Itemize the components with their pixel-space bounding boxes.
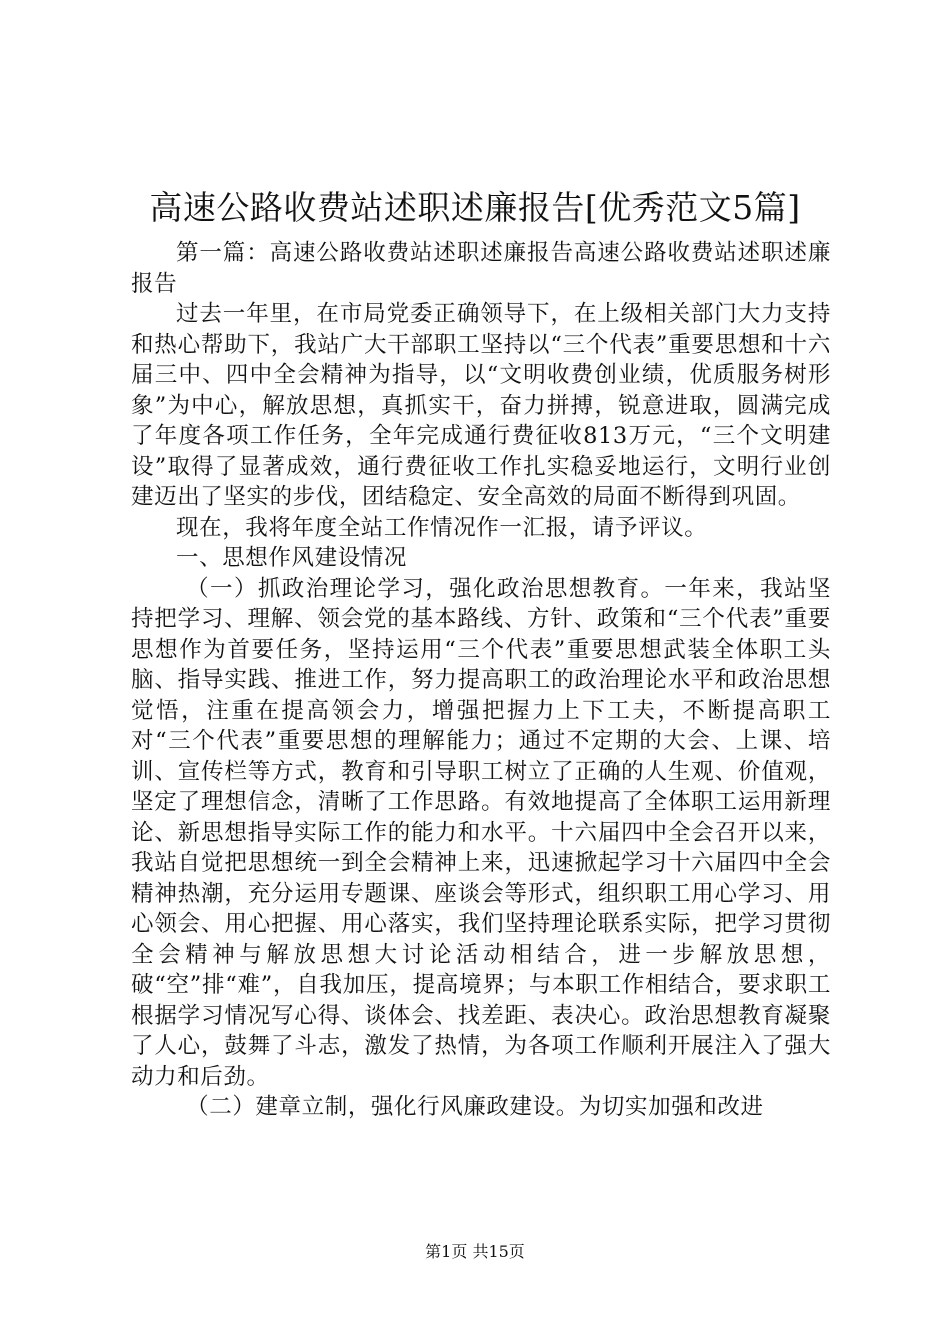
paragraph-item-2: （二）建章立制，强化行风廉政建设。为切实加强和改进 bbox=[186, 1094, 764, 1120]
paragraph-intro: 过去一年里，在市局党委正确领导下，在上级相关部门大力支持和热心帮助下，我站广大干部职工坚持以“三个代表”重要思想和十六届三中、四中全会精神为指导，以“文明收费创业绩，优质服务树形象”为中心，解放思想，真抓实干，奋力拼搏，锐意进取，圆满完成了年度各项工作任务，全年完成通行费征收813万元，“三个文明建设”取得了显著成效，通行费征收工作扎实稳妥地运行，文明行业创建迈出了坚实的步伐，团结稳定、安全高效的局面不断得到巩固。 bbox=[131, 301, 831, 510]
paragraph-subheading-1: 一、思想作风建设情况 bbox=[176, 545, 408, 571]
paragraph-item-1: （一）抓政治理论学习，强化政治思想教育。一年来，我站坚持把学习、理解、领会党的基本路线、方针、政策和“三个代表”重要思想作为首要任务，坚持运用“三个代表”重要思想武装全体职工头脑、指导实践、推进工作，努力提高职工的政治理论水平和政治思想觉悟，注重在提高领会力，增强把握力上下工夫，不断提高职工对“三个代表”重要思想的理解能力；通过不定期的大会、上课、培训、宣传栏等方式，教育和引导职工树立了正确的人生观、价值观，坚定了理想信念，清晰了工作思路。有效地提高了全体职工运用新理论、新思想指导实际工作的能力和水平。十六届四中全会召开以来，我站自觉把思想统一到全会精神上来，迅速掀起学习十六届四中全会精神热潮，充分运用专题课、座谈会等形式，组织职工用心学习、用心领会、用心把握、用心落实，我们坚持理论联系实际，把学习贯彻全会精神与解放思想大讨论活动相结合，进一步解放思想，破“空”排“难”，自我加压，提高境界；与本职工作相结合，要求职工根据学习情况写心得、谈体会、找差距、表决心。政治思想教育凝聚了人心，鼓舞了斗志，激发了热情，为各项工作顺利开展注入了强大动力和后劲。 bbox=[131, 575, 831, 1090]
paragraph-section-heading: 第一篇：高速公路收费站述职述廉报告高速公路收费站述职述廉报告 bbox=[131, 240, 831, 297]
document-body bbox=[131, 238, 831, 1123]
page-footer: 第1页 共15页 bbox=[425, 1242, 525, 1261]
paragraph-report-statement: 现在，我将年度全站工作情况作一汇报，请予评议。 bbox=[176, 514, 708, 541]
document-title: 高速公路收费站述职述廉报告[优秀范文5篇] bbox=[149, 188, 801, 227]
